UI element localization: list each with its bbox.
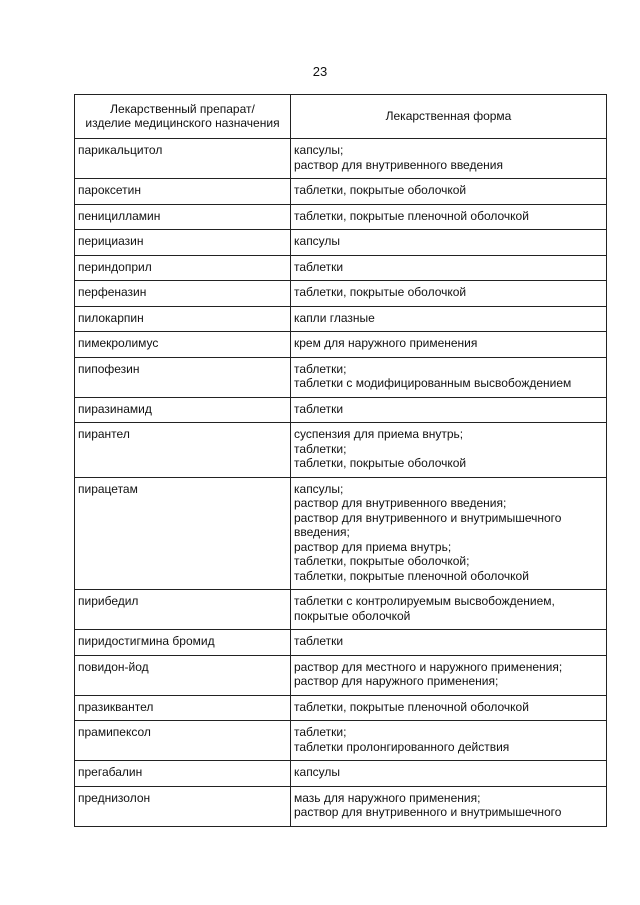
drug-name-cell: повидон-йод — [75, 655, 291, 695]
dosage-form-line: таблетки, покрытые пленочной оболочкой — [294, 699, 529, 714]
drug-name-cell: прегабалин — [75, 761, 291, 787]
dosage-form-cell — [291, 139, 607, 179]
table-row — [75, 477, 607, 590]
table-row — [75, 655, 607, 695]
dosage-form-cell — [291, 590, 607, 630]
dosage-form-line: капсулы — [294, 765, 341, 779]
dosage-form-line: таблетки, покрытые оболочкой — [294, 285, 467, 299]
dosage-form-line: таблетки, покрытые оболочкой; — [294, 554, 470, 568]
dosage-form-line: таблетки; — [294, 361, 347, 376]
table-row — [75, 230, 607, 256]
page-number: 23 — [312, 64, 328, 79]
dosage-form-line: раствор для внутривенного и внутримышечного — [294, 805, 562, 819]
dosage-form-line: раствор для наружного применения; — [294, 674, 499, 688]
drug-name-cell: пеницилламин — [75, 204, 291, 230]
table-row — [75, 695, 607, 721]
drug-name-cell: пипофезин — [75, 357, 291, 397]
table-row — [75, 332, 607, 358]
table-row — [75, 281, 607, 307]
dosage-form-line: раствор для внутривенного и внутримышечного — [294, 510, 562, 525]
table-row — [75, 786, 607, 826]
table-row — [75, 397, 607, 423]
dosage-form-line: таблетки с контролируемым высвобождением, — [294, 594, 555, 608]
table-row — [75, 423, 607, 478]
dosage-form-line: таблетки; — [294, 725, 347, 739]
dosage-form-line: таблетки — [294, 401, 344, 416]
table-header-row — [75, 95, 607, 139]
dosage-form-line: таблетки, покрытые пленочной оболочкой — [294, 208, 529, 223]
dosage-form-line: мазь для наружного применения; — [294, 790, 481, 805]
drug-name-cell: празиквантел — [75, 695, 291, 721]
dosage-form-cell — [291, 423, 607, 478]
drug-name-cell: прамипексол — [75, 721, 291, 761]
table-row — [75, 255, 607, 281]
dosage-form-cell — [291, 721, 607, 761]
drug-name-cell: пирацетам — [75, 477, 291, 590]
dosage-form-line: раствор для внутривенного введения; — [294, 496, 507, 510]
dosage-form-cell — [291, 357, 607, 397]
dosage-form-line: таблетки, покрытые оболочкой — [294, 183, 467, 197]
drug-name-cell: парикальцитол — [75, 139, 291, 179]
dosage-form-cell — [291, 761, 607, 787]
header-drug-name — [75, 95, 291, 139]
dosage-form-cell — [291, 786, 607, 826]
dosage-form-line: капсулы; — [294, 481, 344, 496]
dosage-form-line: крем для наружного применения — [294, 336, 478, 350]
dosage-form-line: таблетки, покрытые оболочкой — [294, 456, 467, 470]
dosage-form-line: таблетки пролонгированного действия — [294, 739, 510, 754]
dosage-form-cell — [291, 655, 607, 695]
table-row — [75, 306, 607, 332]
dosage-form-line: таблетки — [294, 259, 344, 274]
drug-table — [74, 94, 607, 827]
table-row — [75, 590, 607, 630]
drug-name-cell: перициазин — [75, 230, 291, 256]
header-dosage-form: Лекарственная форма — [291, 95, 607, 139]
table-row — [75, 721, 607, 761]
drug-name-cell: пилокарпин — [75, 306, 291, 332]
drug-name-cell: пимекролимус — [75, 332, 291, 358]
dosage-form-cell — [291, 204, 607, 230]
dosage-form-line: таблетки — [294, 634, 344, 648]
table-row — [75, 357, 607, 397]
dosage-form-line: суспензия для приема внутрь; — [294, 427, 464, 441]
dosage-form-cell — [291, 255, 607, 281]
dosage-form-line: таблетки, покрытые пленочной оболочкой — [294, 568, 529, 583]
dosage-form-cell — [291, 695, 607, 721]
dosage-form-line: покрытые оболочкой — [294, 608, 411, 623]
drug-name-cell: перфеназин — [75, 281, 291, 307]
header-drug-name-line1: Лекарственный препарат/ — [110, 101, 255, 116]
drug-name-cell: пиразинамид — [75, 397, 291, 423]
dosage-form-line: введения; — [294, 525, 350, 539]
table-row — [75, 630, 607, 656]
table-row — [75, 204, 607, 230]
dosage-form-line: раствор для приема внутрь; — [294, 539, 452, 554]
table-body — [75, 139, 607, 827]
table-row — [75, 139, 607, 179]
dosage-form-line: капсулы; — [294, 143, 344, 157]
dosage-form-line: капсулы — [294, 234, 341, 248]
dosage-form-cell — [291, 179, 607, 205]
dosage-form-cell — [291, 306, 607, 332]
table-row — [75, 761, 607, 787]
dosage-form-cell — [291, 281, 607, 307]
dosage-form-cell — [291, 230, 607, 256]
dosage-form-line: таблетки с модифицированным высвобождением — [294, 376, 572, 390]
drug-name-cell: пиридостигмина бромид — [75, 630, 291, 656]
dosage-form-cell — [291, 477, 607, 590]
drug-name-cell: преднизолон — [75, 786, 291, 826]
drug-name-cell: пирибедил — [75, 590, 291, 630]
dosage-form-line: капли глазные — [294, 310, 375, 325]
dosage-form-line: раствор для внутривенного введения — [294, 157, 503, 172]
dosage-form-line: таблетки; — [294, 441, 347, 456]
drug-name-cell: периндоприл — [75, 255, 291, 281]
dosage-form-cell — [291, 630, 607, 656]
dosage-form-cell — [291, 397, 607, 423]
dosage-form-cell — [291, 332, 607, 358]
table-row — [75, 179, 607, 205]
drug-name-cell: пароксетин — [75, 179, 291, 205]
header-drug-name-line2: изделие медицинского назначения — [85, 116, 280, 130]
dosage-form-line: раствор для местного и наружного применения; — [294, 659, 563, 674]
drug-name-cell: пирантел — [75, 423, 291, 478]
